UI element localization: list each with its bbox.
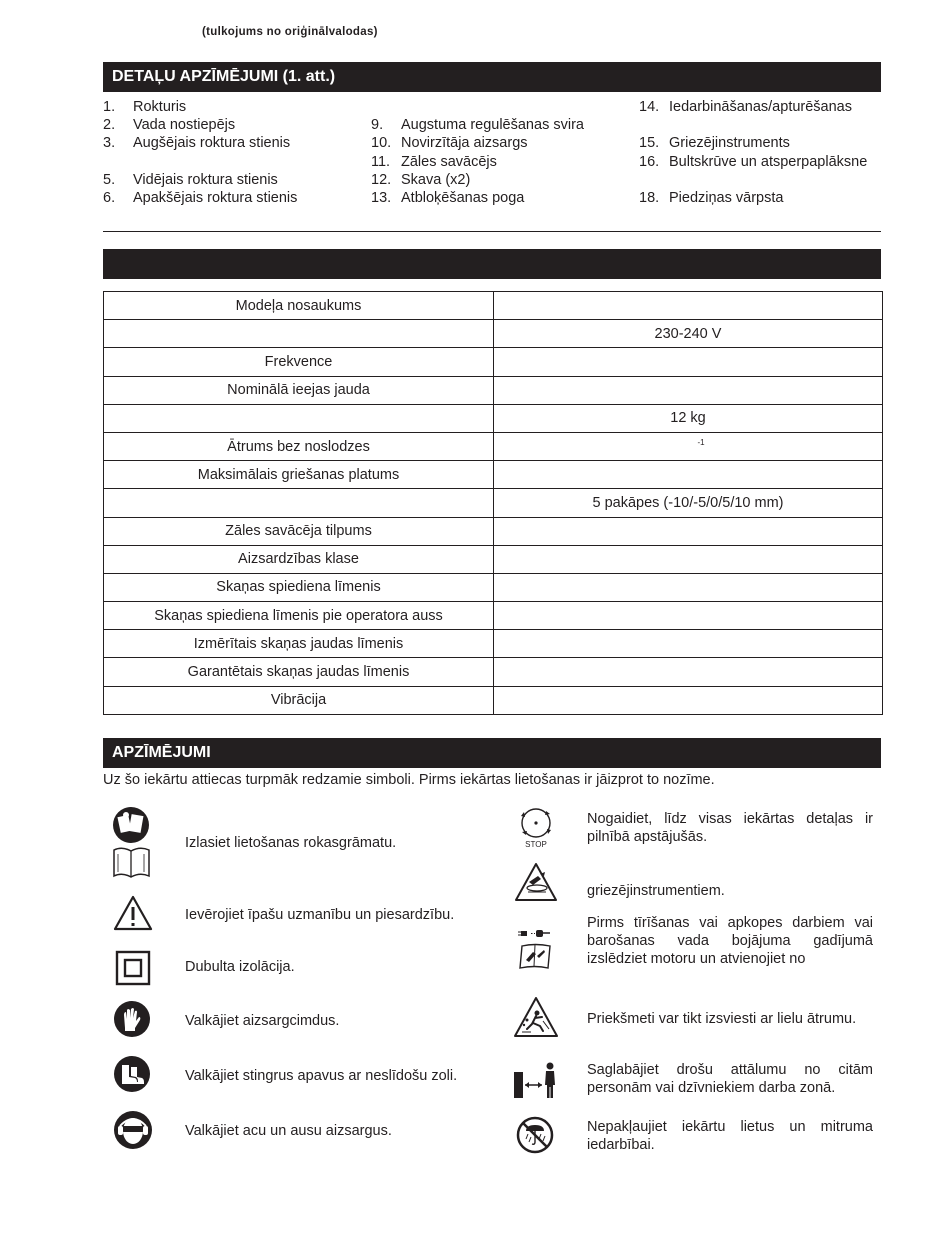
table-row	[104, 489, 883, 517]
spec-value	[494, 573, 883, 601]
symbol-text: Pirms tīrīšanas vai apkopes darbiem vai barošanas vada bojājuma gadījumā izslēdziet motoru un atvienojiet no	[587, 915, 873, 967]
table-row	[104, 517, 883, 545]
table-row	[104, 348, 883, 376]
read-manual-icon	[110, 806, 154, 880]
symbol-text: Saglabājiet drošu attālumu no citām personām vai dzīvniekiem darba zonā.	[587, 1062, 873, 1096]
spec-key: Nominālā ieejas jauda	[104, 376, 494, 404]
table-row	[104, 630, 883, 658]
spec-key: Aizsardzības klase	[104, 545, 494, 573]
symbol-text: Nogaidiet, līdz visas iekārtas detaļas ir pilnībā apstājušās.	[587, 811, 873, 845]
spec-value	[494, 461, 883, 489]
spec-key	[104, 404, 494, 432]
spec-key: Frekvence	[104, 348, 494, 376]
table-row	[104, 686, 883, 714]
warning-triangle-icon	[113, 895, 153, 931]
spec-value	[494, 658, 883, 686]
table-row	[104, 376, 883, 404]
no-rain-icon	[515, 1115, 555, 1155]
symbol-text: Izlasiet lietošanas rokasgrāmatu.	[185, 835, 397, 851]
spec-value	[494, 432, 883, 460]
spec-value: 230-240 V	[494, 320, 883, 348]
symbol-text: griezējinstrumentiem.	[587, 883, 725, 899]
spec-value	[494, 517, 883, 545]
table-row	[104, 602, 883, 630]
unplug-before-maintenance-icon	[517, 926, 555, 972]
stop-rotation-icon	[515, 805, 557, 851]
spec-key: Zāles savācēja tilpums	[104, 517, 494, 545]
table-row	[104, 658, 883, 686]
spec-value	[494, 292, 883, 320]
spec-key: Garantētais skaņas jaudas līmenis	[104, 658, 494, 686]
spec-value	[494, 545, 883, 573]
specs-section-header	[103, 249, 881, 279]
double-insulation-icon	[115, 950, 151, 986]
spec-key	[104, 489, 494, 517]
spec-value	[494, 602, 883, 630]
symbol-text: Valkājiet stingrus apavus ar neslīdošu zoli.	[185, 1068, 458, 1084]
spec-value	[494, 686, 883, 714]
spec-value: 12 kg	[494, 404, 883, 432]
table-row	[104, 461, 883, 489]
spec-key	[104, 320, 494, 348]
table-row	[104, 292, 883, 320]
spec-key: Vibrācija	[104, 686, 494, 714]
symbol-text: Dubulta izolācija.	[185, 959, 295, 975]
symbol-text: Valkājiet acu un ausu aizsargus.	[185, 1123, 392, 1139]
parts-section-header: DETAĻU APZĪMĒJUMI (1. att.)	[103, 62, 881, 92]
boots-icon	[113, 1055, 151, 1093]
table-row	[104, 573, 883, 601]
spec-key: Skaņas spiediena līmenis pie operatora auss	[104, 602, 494, 630]
spec-key: Modeļa nosaukums	[104, 292, 494, 320]
spec-key: Ātrums bez noslodzes	[104, 432, 494, 460]
eye-ear-protection-icon	[113, 1110, 153, 1150]
symbol-text: Valkājiet aizsargcimdus.	[185, 1013, 340, 1029]
spec-value: 5 pakāpes (-10/-5/0/5/10 mm)	[494, 489, 883, 517]
table-row	[104, 545, 883, 573]
symbols-section-header: APZĪMĒJUMI	[103, 738, 881, 768]
translation-note: (tulkojums no oriģinālvalodas)	[202, 26, 378, 38]
spec-key: Maksimālais griešanas platums	[104, 461, 494, 489]
spec-value	[494, 376, 883, 404]
spec-value	[494, 348, 883, 376]
symbols-intro: Uz šo iekārtu attiecas turpmāk redzamie simboli. Pirms iekārtas lietošanas ir jāizprot to nozīme.	[103, 772, 715, 788]
thrown-objects-icon	[513, 996, 559, 1038]
spec-key: Skaņas spiediena līmenis	[104, 573, 494, 601]
table-row	[104, 432, 883, 460]
spec-value	[494, 630, 883, 658]
table-row	[104, 320, 883, 348]
table-row	[104, 404, 883, 432]
blade-hazard-icon	[514, 862, 558, 902]
svg-text:STOP: STOP	[525, 840, 547, 849]
section-divider	[103, 231, 881, 232]
symbol-text: Ievērojiet īpašu uzmanību un piesardzību.	[185, 907, 455, 923]
symbol-text: Nepakļaujiet iekārtu lietus un mitruma iedarbībai.	[587, 1119, 873, 1153]
superscript-unit: -1	[697, 438, 705, 448]
gloves-icon	[113, 1000, 151, 1038]
keep-distance-icon	[512, 1060, 560, 1100]
symbol-text: Priekšmeti var tikt izsviesti ar lielu ātrumu.	[587, 1011, 857, 1027]
specifications-table	[103, 291, 883, 715]
spec-key: Izmērītais skaņas jaudas līmenis	[104, 630, 494, 658]
